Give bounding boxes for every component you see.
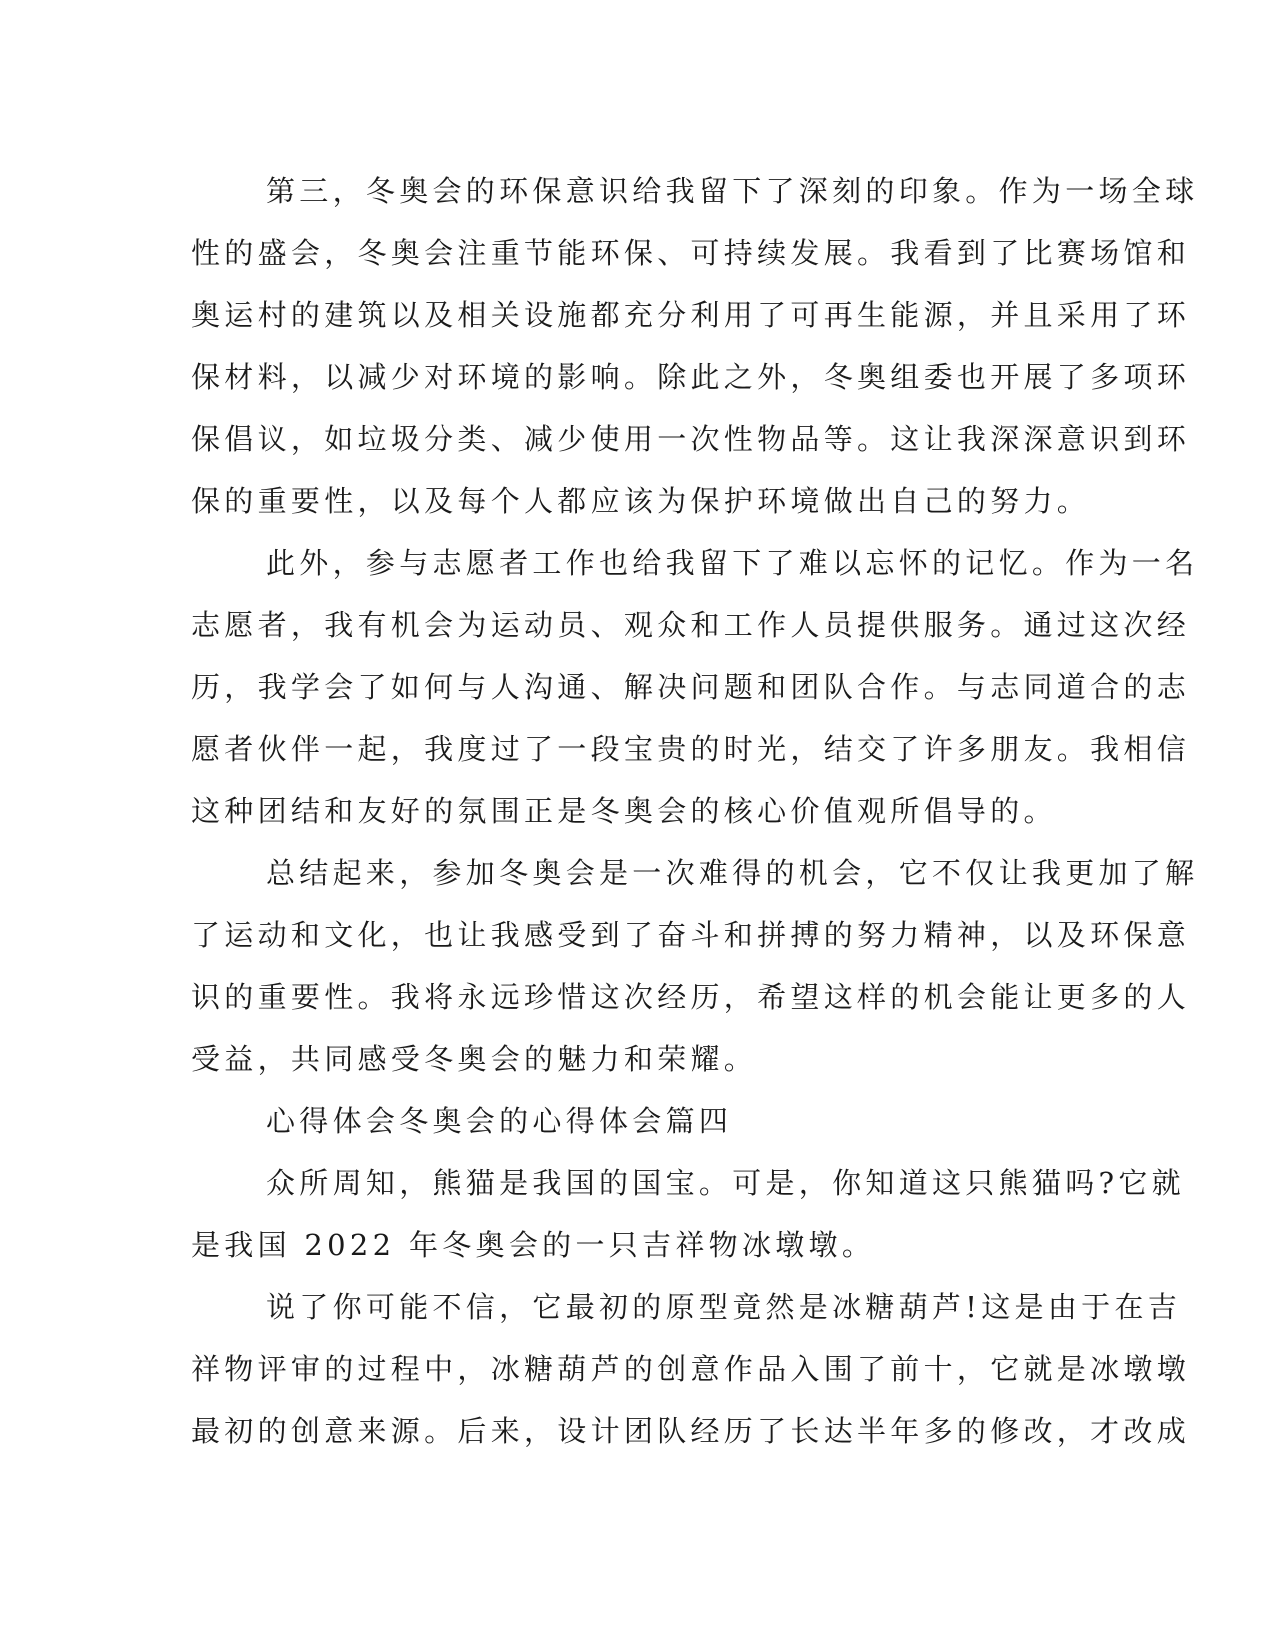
text-line: 祥物评审的过程中，冰糖葫芦的创意作品入围了前十，它就是冰墩墩 (191, 1352, 1191, 1386)
text-line: 性的盛会，冬奥会注重节能环保、可持续发展。我看到了比赛场馆和 (191, 236, 1191, 270)
text-line: 志愿者，我有机会为运动员、观众和工作人员提供服务。通过这次经 (191, 608, 1191, 642)
text-line: 保倡议，如垃圾分类、减少使用一次性物品等。这让我深深意识到环 (191, 422, 1191, 456)
text-line: 保材料，以减少对环境的影响。除此之外，冬奥组委也开展了多项环 (191, 360, 1191, 394)
text-line: 了运动和文化，也让我感受到了奋斗和拼搏的努力精神，以及环保意 (191, 918, 1191, 952)
text-line: 这种团结和友好的氛围正是冬奥会的核心价值观所倡导的。 (191, 794, 1057, 828)
text-line: 受益，共同感受冬奥会的魅力和荣耀。 (191, 1042, 758, 1076)
text-line: 总结起来，参加冬奥会是一次难得的机会，它不仅让我更加了解 (266, 856, 1199, 890)
text-line: 愿者伙伴一起，我度过了一段宝贵的时光，结交了许多朋友。我相信 (191, 732, 1191, 766)
text-line: 最初的创意来源。后来，设计团队经历了长达半年多的修改，才改成 (191, 1414, 1191, 1448)
section-heading: 心得体会冬奥会的心得体会篇四 (266, 1104, 733, 1138)
text-line: 保的重要性，以及每个人都应该为保护环境做出自己的努力。 (191, 484, 1091, 518)
text-line: 第三，冬奥会的环保意识给我留下了深刻的印象。作为一场全球 (266, 174, 1199, 208)
text-line: 众所周知，熊猫是我国的国宝。可是，你知道这只熊猫吗?它就 (266, 1166, 1185, 1200)
text-line: 识的重要性。我将永远珍惜这次经历，希望这样的机会能让更多的人 (191, 980, 1191, 1014)
text-line: 历，我学会了如何与人沟通、解决问题和团队合作。与志同道合的志 (191, 670, 1191, 704)
document-body (191, 160, 1199, 1462)
text-line: 是我国 2022 年冬奥会的一只吉祥物冰墩墩。 (191, 1228, 876, 1262)
text-line: 此外，参与志愿者工作也给我留下了难以忘怀的记忆。作为一名 (266, 546, 1199, 580)
text-line: 说了你可能不信，它最初的原型竟然是冰糖葫芦!这是由于在吉 (266, 1290, 1182, 1324)
text-line: 奥运村的建筑以及相关设施都充分利用了可再生能源，并且采用了环 (191, 298, 1191, 332)
